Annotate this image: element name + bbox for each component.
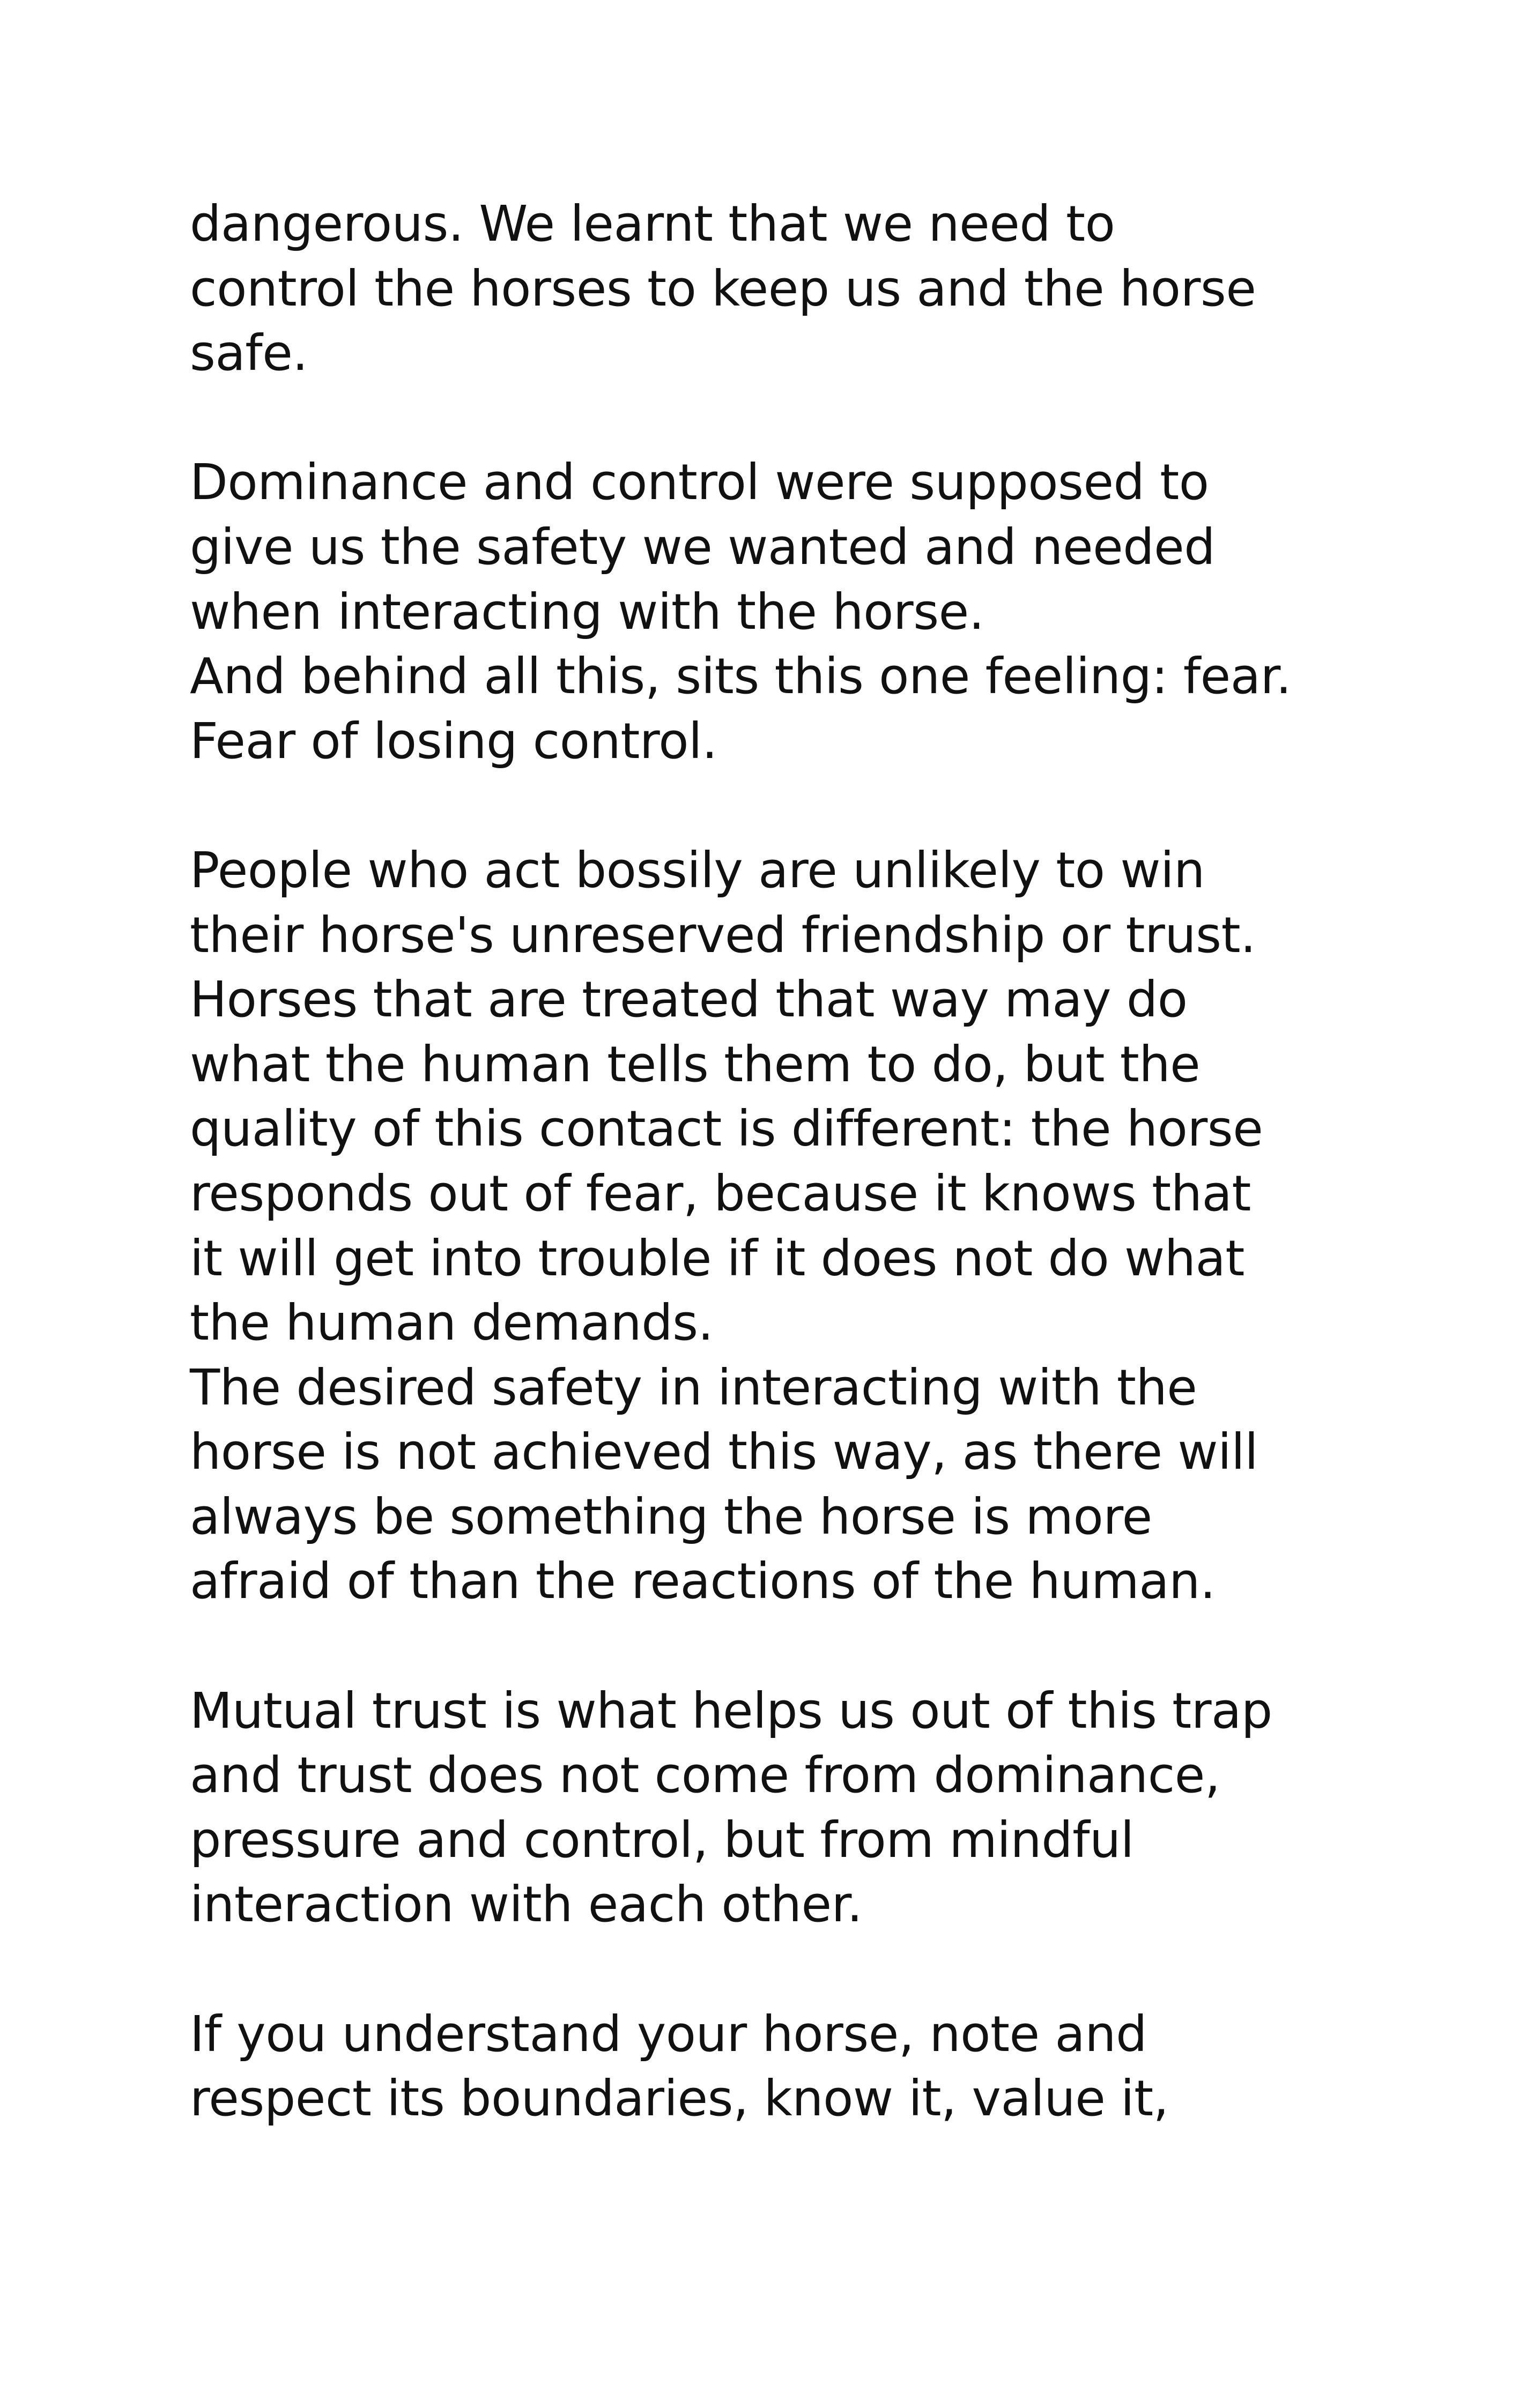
text-line: always be something the horse is more <box>190 1488 1152 1545</box>
text-line: pressure and control, but from mindful <box>190 1811 1134 1869</box>
text-line: give us the safety we wanted and needed <box>190 518 1216 576</box>
text-line: afraid of than the reactions of the human. <box>190 1552 1216 1610</box>
paragraph-gap <box>190 774 1396 838</box>
paragraph-gap <box>190 386 1396 451</box>
body-text <box>190 192 1396 2131</box>
text-line: horse is not achieved this way, as there will <box>190 1423 1258 1481</box>
text-line: the human demands. <box>190 1294 714 1352</box>
text-line: And behind all this, sits this one feeling: fear. <box>190 648 1292 705</box>
text-line: and trust does not come from dominance, <box>190 1746 1220 1804</box>
paragraph-gap <box>190 1614 1396 1679</box>
text-line: respect its boundaries, know it, value it, <box>190 2070 1169 2128</box>
text-line: responds out of fear, because it knows that <box>190 1164 1251 1222</box>
paragraph <box>190 2002 1396 2131</box>
text-line: People who act bossily are unlikely to win <box>190 841 1205 899</box>
paragraph <box>190 192 1396 386</box>
text-line: Mutual trust is what helps us out of this trap <box>190 1682 1272 1740</box>
text-line: interaction with each other. <box>190 1876 863 1934</box>
text-line: when interacting with the horse. <box>190 583 984 641</box>
text-line: their horse's unreserved friendship or trust. <box>190 906 1256 964</box>
paragraph <box>190 1679 1396 1937</box>
text-line: dangerous. We learnt that we need to <box>190 195 1115 252</box>
text-line: control the horses to keep us and the horse <box>190 259 1256 317</box>
text-line: Fear of losing control. <box>190 712 717 770</box>
text-line: If you understand your horse, note and <box>190 2005 1147 2063</box>
paragraph <box>190 450 1396 774</box>
text-line: what the human tells them to do, but the <box>190 1035 1201 1093</box>
text-line: it will get into trouble if it does not do what <box>190 1229 1244 1287</box>
text-line: quality of this contact is different: the horse <box>190 1100 1263 1158</box>
text-line: The desired safety in interacting with the <box>190 1358 1197 1416</box>
paragraph <box>190 838 1396 1614</box>
paragraph-gap <box>190 1937 1396 2002</box>
text-line: Horses that are treated that way may do <box>190 971 1188 1029</box>
text-line: safe. <box>190 324 308 382</box>
text-line: Dominance and control were supposed to <box>190 454 1209 511</box>
